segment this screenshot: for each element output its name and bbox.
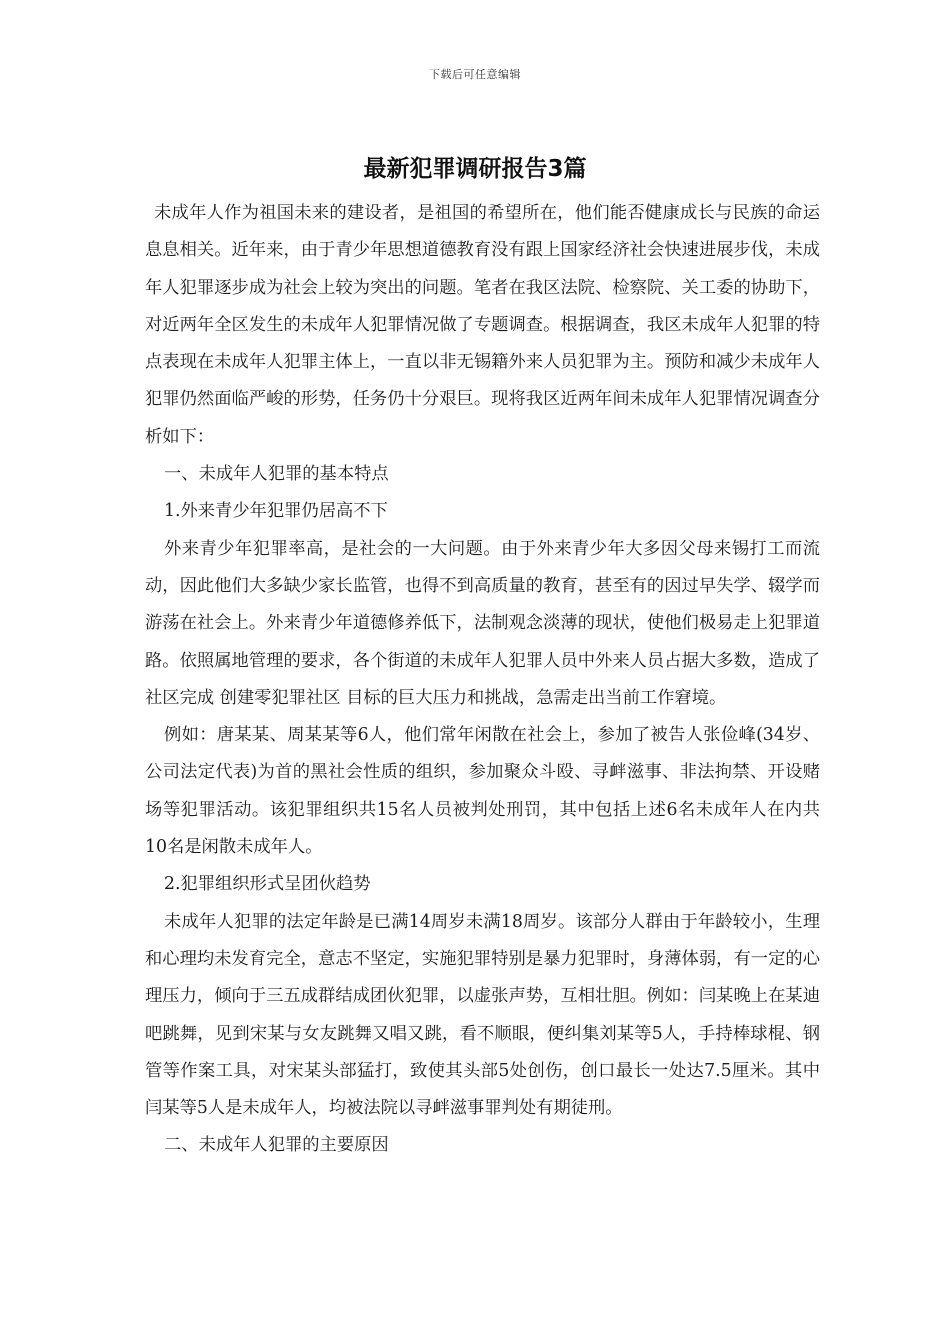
subheading-2: 2.犯罪组织形式呈团伙趋势 [164,874,371,895]
section-heading-1: 一、未成年人犯罪的基本特点 [164,464,389,485]
paragraph-example-1: 例如：唐某某、周某某等6人，他们常年闲散在社会上，参加了被告人张俭峰(34岁、公司法定代表)为首的黑社会性质的组织，参加聚众斗殴、寻衅滋事、非法拘禁、开设赌场等犯罪活动。该犯罪组织共15名人员被判处刑罚，其中包括上述6名未成年人在内共10名是闲散未成年人。 [145,725,820,858]
paragraph-gang-trend: 未成年人犯罪的法定年龄是已满14周岁未满18周岁。该部分人群由于年龄较小，生理和心理均未发育完全，意志不坚定，实施犯罪特别是暴力犯罪时，身薄体弱，有一定的心理压力，倾向于三五成群结成团伙犯罪，以虚张声势，互相壮胆。例如：闫某晚上在某迪吧跳舞，见到宋某与女友跳舞又唱又跳，看不顺眼，便纠集刘某等5人，手持棒球棍、钢管等作案工具，对宋某头部猛打，致使其头部5处创伤，创口最长一处达7.5厘米。其中闫某等5人是未成年人，均被法院以寻衅滋事罪判处有期徒刑。 [145,911,820,1119]
document-title: 最新犯罪调研报告3篇 [363,156,587,182]
section-heading-2: 二、未成年人犯罪的主要原因 [164,1135,389,1156]
paragraph-outsider-youth: 外来青少年犯罪率高，是社会的一大问题。由于外来青少年大多因父母来锡打工而流动，因此他们大多缺少家长监管，也得不到高质量的教育，甚至有的因过早失学、辍学而游荡在社会上。外来青少年道德修养低下，法制观念淡薄的现状，使他们极易走上犯罪道路。依照属地管理的要求，各个街道的未成年人犯罪人员中外来人员占据大多数，造成了社区完成 创建零犯罪社区 目标的巨大压力和挑战，急需走出当前工作窘境。 [145,538,820,708]
header-note: 下载后可任意编辑 [429,68,521,81]
subheading-1: 1.外来青少年犯罪仍居高不下 [164,501,388,522]
document-body [145,195,820,1165]
intro-paragraph: 未成年人作为祖国未来的建设者，是祖国的希望所在，他们能否健康成长与民族的命运息息相关。近年来，由于青少年思想道德教育没有跟上国家经济社会快速进展步伐，未成年人犯罪逐步成为社会上较为突出的问题。笔者在我区法院、检察院、关工委的协助下，对近两年全区发生的未成年人犯罪情况做了专题调查。根据调查，我区未成年人犯罪的特点表现在未成年人犯罪主体上，一直以非无锡籍外来人员犯罪为主。预防和减少未成年人犯罪仍然面临严峻的形势，任务仍十分艰巨。现将我区近两年间未成年人犯罪情况调查分析如下： [145,203,820,447]
